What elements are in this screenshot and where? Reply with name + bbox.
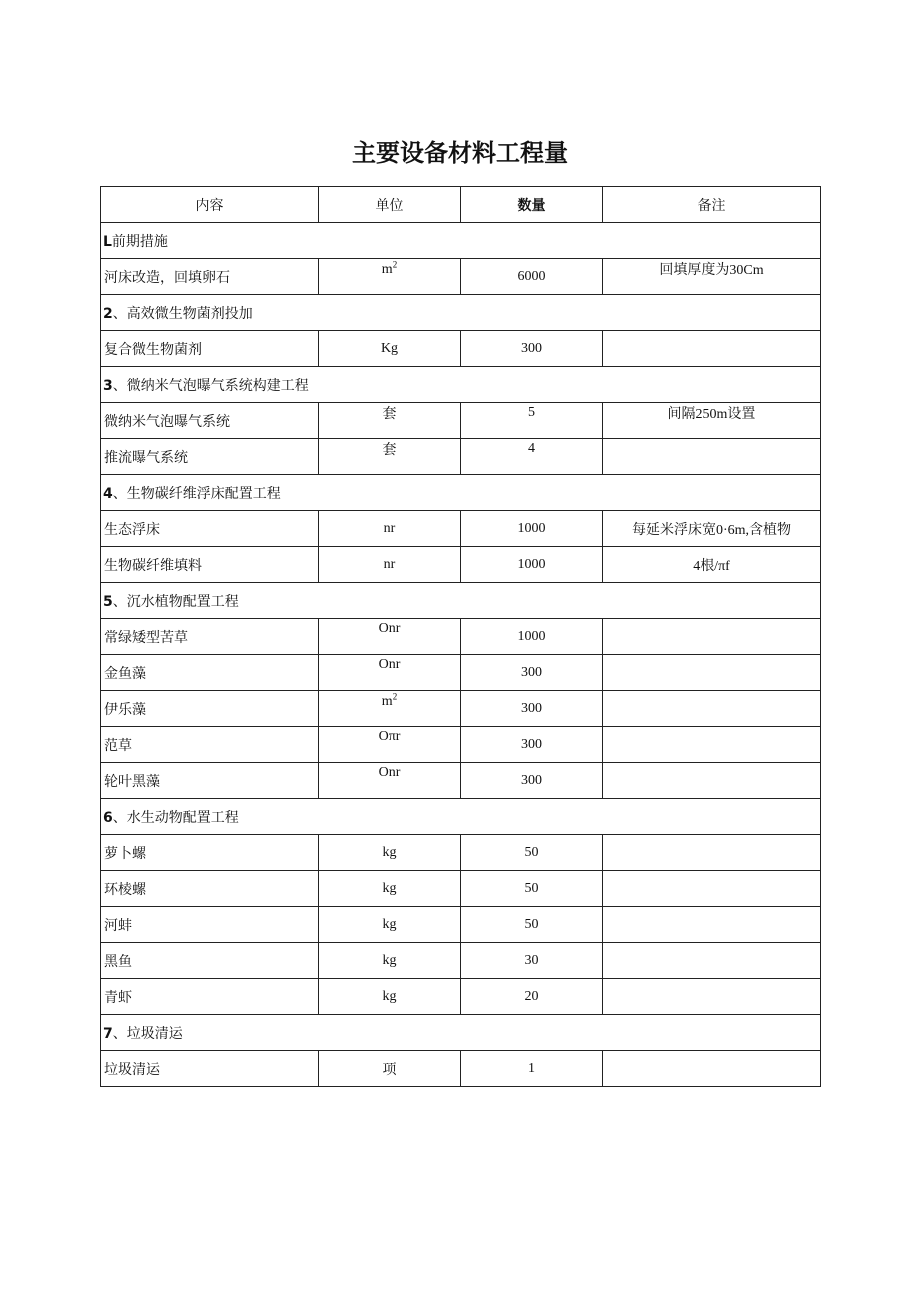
item-qty <box>461 1051 603 1087</box>
section-number: 7 <box>103 1025 113 1042</box>
item-unit-base: m <box>381 261 393 277</box>
item-name: 范草 <box>101 727 319 763</box>
item-unit <box>319 691 461 727</box>
item-name: 微纳米气泡曝气系统 <box>101 403 319 439</box>
item-unit-base: m <box>381 693 393 709</box>
item-qty-value: 30 <box>524 952 539 968</box>
item-note <box>603 1051 821 1087</box>
section-title: 、微纳米气泡曝气系统构建工程 <box>112 377 309 394</box>
item-note <box>603 655 821 691</box>
item-qty <box>461 259 603 295</box>
item-unit-text <box>383 443 397 458</box>
table-row <box>101 547 821 583</box>
table-row <box>101 439 821 475</box>
table-header-row <box>101 187 821 223</box>
item-unit-base: nr <box>383 520 396 536</box>
item-name: 常绿矮型苦草 <box>101 619 319 655</box>
item-qty-value: 50 <box>524 844 539 860</box>
item-qty <box>461 547 603 583</box>
item-unit <box>319 727 461 763</box>
item-unit-text <box>384 557 396 572</box>
item-unit-base: 套 <box>382 442 397 458</box>
section-number: L <box>103 233 112 250</box>
table-row <box>101 871 821 907</box>
item-note <box>603 547 821 583</box>
section-row <box>101 1015 821 1051</box>
item-note <box>603 619 821 655</box>
item-qty-value: 5 <box>528 404 535 420</box>
item-note <box>603 511 821 547</box>
item-note-text: 4根/πf <box>693 558 730 574</box>
section-heading <box>101 367 821 403</box>
table-row <box>101 979 821 1015</box>
item-name: 垃圾清运 <box>101 1051 319 1087</box>
item-qty-value: 300 <box>521 700 542 716</box>
item-note-text: 回填厚度为30Cm <box>659 262 764 278</box>
table-row <box>101 655 821 691</box>
item-unit-text <box>383 953 397 968</box>
item-qty-value: 300 <box>521 664 542 680</box>
item-unit-superscript: 2 <box>392 691 398 702</box>
item-note <box>603 907 821 943</box>
item-qty-value: 4 <box>528 440 535 456</box>
item-unit-text <box>383 989 397 1004</box>
item-unit-text <box>383 917 397 932</box>
section-heading <box>101 583 821 619</box>
item-unit <box>319 871 461 907</box>
item-unit <box>319 943 461 979</box>
item-unit <box>319 547 461 583</box>
item-unit-base: kg <box>382 916 397 932</box>
item-name: 河床改造，回填卵石 <box>101 259 319 295</box>
item-note-text: 每延米浮床宽0·6m,含植物 <box>631 522 792 538</box>
item-qty <box>461 871 603 907</box>
item-unit <box>319 979 461 1015</box>
item-unit-base: kg <box>382 988 397 1004</box>
item-name: 生态浮床 <box>101 511 319 547</box>
header-qty: 数量 <box>461 187 603 223</box>
item-note <box>603 691 821 727</box>
table-row <box>101 835 821 871</box>
item-note <box>603 439 821 475</box>
item-qty <box>461 835 603 871</box>
materials-table <box>100 186 821 1087</box>
item-unit-text <box>383 1063 397 1078</box>
item-unit <box>319 331 461 367</box>
item-unit-text <box>379 657 401 672</box>
item-name: 萝卜螺 <box>101 835 319 871</box>
header-note: 备注 <box>603 187 821 223</box>
item-unit <box>319 403 461 439</box>
item-unit <box>319 763 461 799</box>
item-unit-base: kg <box>382 952 397 968</box>
item-unit-text <box>381 341 398 356</box>
section-title: 、垃圾清运 <box>112 1025 183 1042</box>
item-qty-value: 6000 <box>517 268 546 284</box>
item-note <box>603 727 821 763</box>
item-qty <box>461 763 603 799</box>
header-unit: 单位 <box>319 187 461 223</box>
table-row <box>101 907 821 943</box>
item-unit-text <box>384 521 396 536</box>
item-note <box>603 259 821 295</box>
item-name: 青虾 <box>101 979 319 1015</box>
item-qty <box>461 439 603 475</box>
item-unit-base: 套 <box>382 406 397 422</box>
section-row <box>101 799 821 835</box>
section-row <box>101 295 821 331</box>
item-unit <box>319 835 461 871</box>
section-row <box>101 223 821 259</box>
item-unit <box>319 259 461 295</box>
item-qty-value: 300 <box>521 340 542 356</box>
item-unit-text <box>383 881 397 896</box>
section-number: 2 <box>103 305 113 322</box>
section-row <box>101 475 821 511</box>
item-note <box>603 979 821 1015</box>
item-name: 生物碳纤维填料 <box>101 547 319 583</box>
table-row <box>101 403 821 439</box>
item-unit-base: nr <box>383 556 396 572</box>
item-name: 金鱼藻 <box>101 655 319 691</box>
header-content: 内容 <box>101 187 319 223</box>
item-note <box>603 403 821 439</box>
item-unit <box>319 655 461 691</box>
item-unit <box>319 619 461 655</box>
item-name: 复合微生物菌剂 <box>101 331 319 367</box>
item-unit-base: 项 <box>382 1062 397 1078</box>
item-qty <box>461 691 603 727</box>
table-body <box>101 223 821 1087</box>
table-row <box>101 691 821 727</box>
item-name: 推流曝气系统 <box>101 439 319 475</box>
item-qty-value: 50 <box>524 916 539 932</box>
section-number: 6 <box>103 809 113 826</box>
table-row <box>101 619 821 655</box>
item-qty <box>461 943 603 979</box>
section-title: 、生物碳纤维浮床配置工程 <box>112 485 281 502</box>
table-row <box>101 763 821 799</box>
item-qty-value: 50 <box>524 880 539 896</box>
table-row <box>101 511 821 547</box>
section-heading <box>101 475 821 511</box>
table-row <box>101 331 821 367</box>
item-unit-text <box>381 259 398 277</box>
item-note <box>603 835 821 871</box>
item-name: 轮叶黑藻 <box>101 763 319 799</box>
item-qty-value: 1000 <box>517 520 546 536</box>
item-qty <box>461 979 603 1015</box>
item-note-text: 间隔250m设置 <box>667 406 756 422</box>
item-name: 河蚌 <box>101 907 319 943</box>
item-qty <box>461 655 603 691</box>
section-title: 、水生动物配置工程 <box>112 809 239 826</box>
item-qty-value: 300 <box>521 772 542 788</box>
item-note <box>603 871 821 907</box>
item-qty <box>461 511 603 547</box>
page-title: 主要设备材料工程量 <box>352 139 568 167</box>
item-name: 伊乐藻 <box>101 691 319 727</box>
item-qty <box>461 727 603 763</box>
item-unit <box>319 511 461 547</box>
item-unit-base: Onr <box>378 656 401 672</box>
item-note <box>603 331 821 367</box>
table-row <box>101 1051 821 1087</box>
item-unit-base: kg <box>382 844 397 860</box>
section-row <box>101 583 821 619</box>
table-row <box>101 259 821 295</box>
item-qty-value: 1 <box>528 1060 535 1076</box>
section-number: 3 <box>103 377 113 394</box>
item-qty-value: 1000 <box>517 556 546 572</box>
item-unit-base: Onr <box>378 620 401 636</box>
item-unit <box>319 907 461 943</box>
item-unit-base: Oπr <box>378 728 401 744</box>
item-name: 黑鱼 <box>101 943 319 979</box>
item-qty-value: 300 <box>521 736 542 752</box>
section-number: 5 <box>103 593 113 610</box>
item-qty <box>461 403 603 439</box>
item-unit-text <box>379 729 401 744</box>
section-title: 前期措施 <box>111 233 168 250</box>
item-unit-superscript: 2 <box>392 259 398 270</box>
table-row <box>101 727 821 763</box>
item-unit-text <box>383 407 397 422</box>
item-unit-base: Kg <box>380 340 399 356</box>
item-unit-text <box>379 621 401 636</box>
item-qty-value: 1000 <box>517 628 546 644</box>
section-heading <box>101 295 821 331</box>
item-qty <box>461 619 603 655</box>
item-name: 环棱螺 <box>101 871 319 907</box>
item-unit <box>319 439 461 475</box>
section-heading <box>101 1015 821 1051</box>
item-unit-text <box>381 691 398 709</box>
item-qty-value: 20 <box>524 988 539 1004</box>
item-unit-text <box>379 765 401 780</box>
item-unit-base: kg <box>382 880 397 896</box>
section-heading <box>101 799 821 835</box>
item-note <box>603 763 821 799</box>
section-row <box>101 367 821 403</box>
item-unit-base: Onr <box>378 764 401 780</box>
section-number: 4 <box>103 485 113 502</box>
table-row <box>101 943 821 979</box>
item-unit <box>319 1051 461 1087</box>
item-qty <box>461 331 603 367</box>
section-heading <box>101 223 821 259</box>
item-qty <box>461 907 603 943</box>
item-unit-text <box>383 845 397 860</box>
item-note <box>603 943 821 979</box>
section-title: 、沉水植物配置工程 <box>112 593 239 610</box>
section-title: 、高效微生物菌剂投加 <box>112 305 253 322</box>
